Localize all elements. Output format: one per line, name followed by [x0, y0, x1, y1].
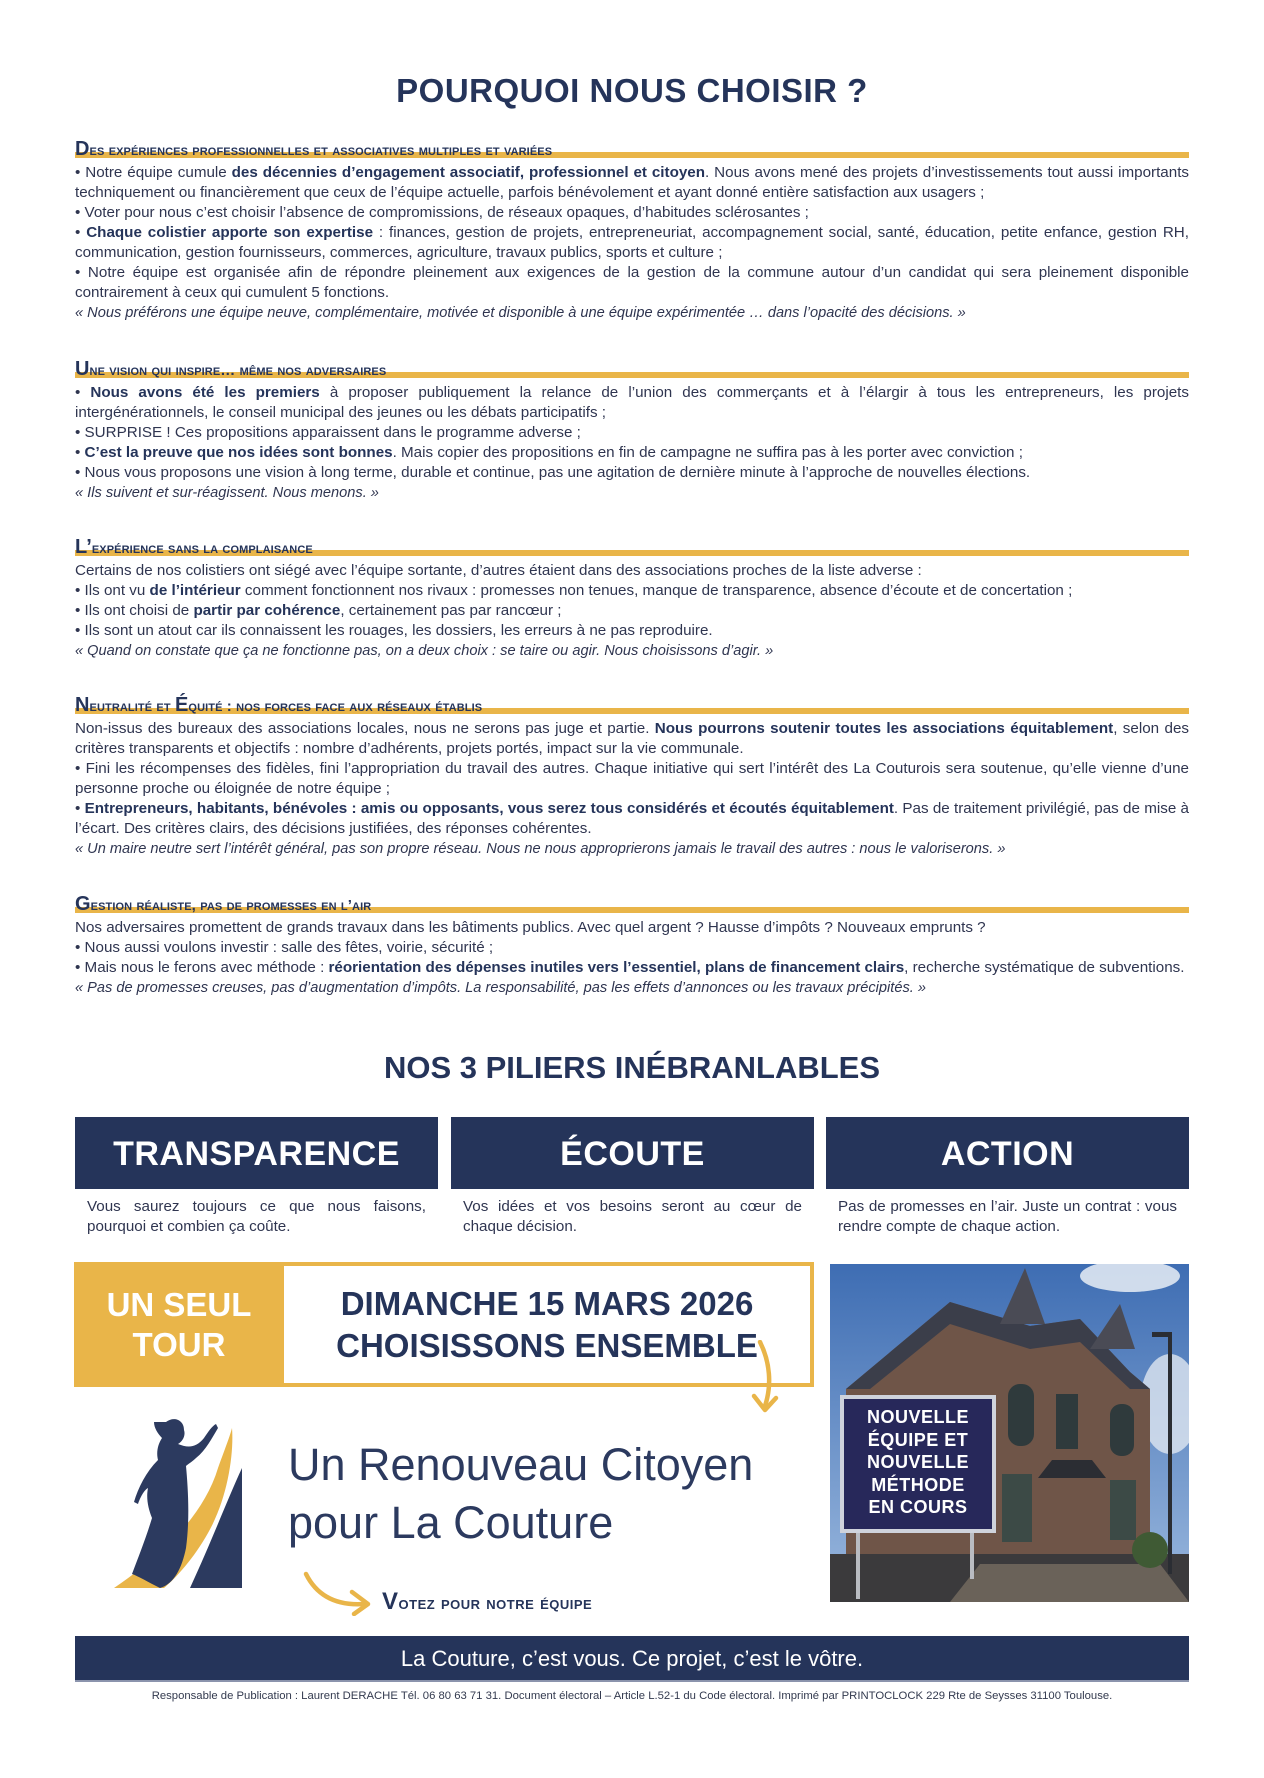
page-title: POURQUOI NOUS CHOISIR ?	[396, 72, 868, 109]
paragraph: • Ils ont choisi de partir par cohérence, certainement pas par rancœur ;	[75, 602, 562, 619]
curved-arrow-down-icon	[740, 1340, 790, 1420]
section-quote: « Nous préférons une équipe neuve, complémentaire, motivée et disponible à une équipe expérimentée … dans l’opacité des décisions. »	[75, 305, 966, 321]
campaign-slogan: Un Renouveau Citoyen pour La Couture	[288, 1439, 754, 1548]
vote-call-to-action: Votez pour notre équipe	[382, 1588, 593, 1615]
section-experience-complaisance	[75, 536, 1189, 661]
section-heading	[75, 893, 1189, 915]
paragraph: • Voter pour nous c’est choisir l’absence de compromissions, de réseaux opaques, d’habitudes sclérosantes ;	[75, 204, 809, 221]
logo-figure-icon	[108, 1408, 248, 1590]
paragraph: Nos adversaires promettent de grands travaux dans les bâtiments publics. Avec quel argent ? Hausse d’impôts ? Nouveaux emprunts ?	[75, 919, 986, 936]
heading-text: eutralité et	[89, 698, 175, 715]
pillar-title: TRANSPARENCE	[75, 1117, 438, 1189]
heading-initial: É	[174, 694, 189, 716]
heading-text: expérience sans la complaisance	[91, 540, 313, 557]
legal-footer: Responsable de Publication : Laurent DERACHE Tél. 06 80 63 71 31. Document électoral – Article L.52-1 du Code électoral. Imprimé par PRINTOCLOCK 229 Rte de Seysses 31100 Toulouse.	[151, 1690, 1113, 1702]
section-experiences	[75, 138, 1189, 323]
tagline-bar: La Couture, c’est vous. Ce projet, c’est le vôtre.	[75, 1636, 1189, 1682]
town-hall-photo	[830, 1264, 1189, 1602]
heading-initial: N	[75, 694, 90, 716]
paragraph: • Entrepreneurs, habitants, bénévoles : amis ou opposants, vous serez tous considérés et écoutés équitablement. Pas de traitement privilégié, pas de mise à l’écart. Des critères clairs, des décisions justifiées, des réponses cohérentes.	[75, 800, 1189, 837]
pillar-title: ÉCOUTE	[451, 1117, 814, 1189]
section-vision	[75, 358, 1189, 503]
paragraph: • Notre équipe est organisée afin de répondre pleinement aux exigences de la gestion de la commune autour d’un candidat qui sera pleinement disponible contrairement à ceux qui cumulent 5 fonctions.	[75, 264, 1189, 301]
heading-initial: U	[75, 358, 90, 380]
section-heading	[75, 138, 1189, 160]
paragraph: • Nous aussi voulons investir : salle des fêtes, voirie, sécurité ;	[75, 939, 494, 956]
heading-initial: L’	[75, 536, 92, 558]
section-quote: « Quand on constate que ça ne fonctionne pas, on a deux choix : se taire ou agir. Nous choisissons d’agir. »	[75, 643, 774, 659]
pillar-description: Pas de promesses en l’air. Juste un contrat : vous rendre compte de chaque action.	[838, 1198, 1177, 1235]
heading-initial: D	[75, 138, 90, 160]
paragraph: • C’est la preuve que nos idées sont bonnes. Mais copier des propositions en fin de campagne ne suffira pas à les porter avec conviction ;	[75, 444, 1023, 461]
section-heading	[75, 536, 1189, 558]
section-heading	[75, 358, 1189, 380]
pillars-title: NOS 3 PILIERS INÉBRANLABLES	[383, 1050, 881, 1085]
pillar-description: Vous saurez toujours ce que nous faisons, pourquoi et combien ça coûte.	[87, 1198, 426, 1235]
paragraph: • Notre équipe cumule des décennies d’engagement associatif, professionnel et citoyen. Nous avons mené des projets d’investissements tout aussi importants techniquement ou financièrement que ceux de l’équipe actuelle, parfois bénévolement et ayant donné entière satisfaction aux usagers ;	[75, 164, 1190, 201]
paragraph: Non-issus des bureaux des associations locales, nous ne serons pas juge et partie. Nous pourrons soutenir toutes les associations équitablement, selon des critères transparents et objectifs : nombre d’adhérents, projets portés, impact sur la vie communale.	[75, 720, 1189, 757]
heading-text: ne vision qui inspire… même nos adversaires	[89, 362, 387, 379]
paragraph: • Ils ont vu de l’intérieur comment fonctionnent nos rivaux : promesses non tenues, manque de transparence, absence d’écoute et de concertation ;	[75, 582, 1073, 599]
election-banner	[74, 1262, 814, 1387]
paragraph: • Fini les récompenses des fidèles, fini l’appropriation du travail des autres. Chaque initiative qui sert l’intérêt des La Couturois sera soutenue, qu’elle vienne d’une personne proche ou éloignée de notre équipe ;	[75, 760, 1189, 797]
paragraph: • Nous avons été les premiers à proposer publiquement la relance de l’union des commerçants et à l’élargir à tous les entrepreneurs, les projets intergénérationnels, le conseil municipal des jeunes ou les débats participatifs ;	[75, 384, 1189, 421]
section-quote: « Ils suivent et sur-réagissent. Nous menons. »	[75, 485, 379, 501]
section-body	[75, 561, 1189, 661]
pillar-description: Vos idées et vos besoins seront au cœur de chaque décision.	[463, 1198, 802, 1235]
heading-initial: G	[75, 893, 91, 915]
paragraph: • Nous vous proposons une vision à long terme, durable et continue, pas une agitation de dernière minute à l’approche de nouvelles élections.	[75, 464, 1031, 481]
section-gestion	[75, 893, 1189, 998]
paragraph: • Chaque colistier apporte son expertise : finances, gestion de projets, entrepreneuriat, accompagnement social, santé, éducation, petite enfance, gestion RH, communication, gestion fournisseurs, commerces, agriculture, travaux publics, sports et culture ;	[75, 224, 1189, 261]
heading-text: quité : nos forces face aux réseaux établis	[188, 698, 483, 715]
pillar-transparence	[75, 1117, 438, 1237]
paragraph: • Mais nous le ferons avec méthode : réorientation des dépenses inutiles vers l’essentiel, plans de financement clairs, recherche systématique de subventions.	[75, 959, 1185, 976]
billboard-sign: NOUVELLE ÉQUIPE ET NOUVELLE MÉTHODE EN COURS	[840, 1395, 996, 1533]
paragraph: Certains de nos colistiers ont siégé avec l’équipe sortante, d’autres étaient dans des associations proches de la liste adverse :	[75, 562, 922, 579]
section-heading	[75, 694, 1189, 716]
section-quote: « Un maire neutre sert l’intérêt général, pas son propre réseau. Nous ne nous approprierons jamais le travail des autres : nous le valoriserons. »	[75, 841, 1006, 857]
curved-arrow-right-icon	[302, 1570, 374, 1616]
heading-text: estion réaliste, pas de promesses en l’air	[90, 897, 372, 914]
section-body	[75, 918, 1189, 998]
section-body	[75, 719, 1189, 859]
paragraph: • Ils sont un atout car ils connaissent les rouages, les dossiers, les erreurs à ne pas reproduire.	[75, 622, 713, 639]
pillar-ecoute	[451, 1117, 814, 1237]
section-quote: « Pas de promesses creuses, pas d’augmentation d’impôts. La responsabilité, pas les effets d’annonces ou les travaux précipités. »	[75, 980, 926, 996]
single-round-label: UN SEUL TOUR	[106, 1285, 252, 1363]
heading-text: es expériences professionnelles et associatives multiples et variées	[89, 142, 553, 159]
election-date: DIMANCHE 15 MARS 2026 CHOISISSONS ENSEMBLE	[284, 1266, 810, 1383]
section-body	[75, 383, 1189, 503]
pillar-action	[826, 1117, 1189, 1237]
section-body	[75, 163, 1189, 323]
paragraph: • SURPRISE ! Ces propositions apparaissent dans le programme adverse ;	[75, 424, 581, 441]
section-neutralite	[75, 694, 1189, 859]
pillar-title: ACTION	[826, 1117, 1189, 1189]
